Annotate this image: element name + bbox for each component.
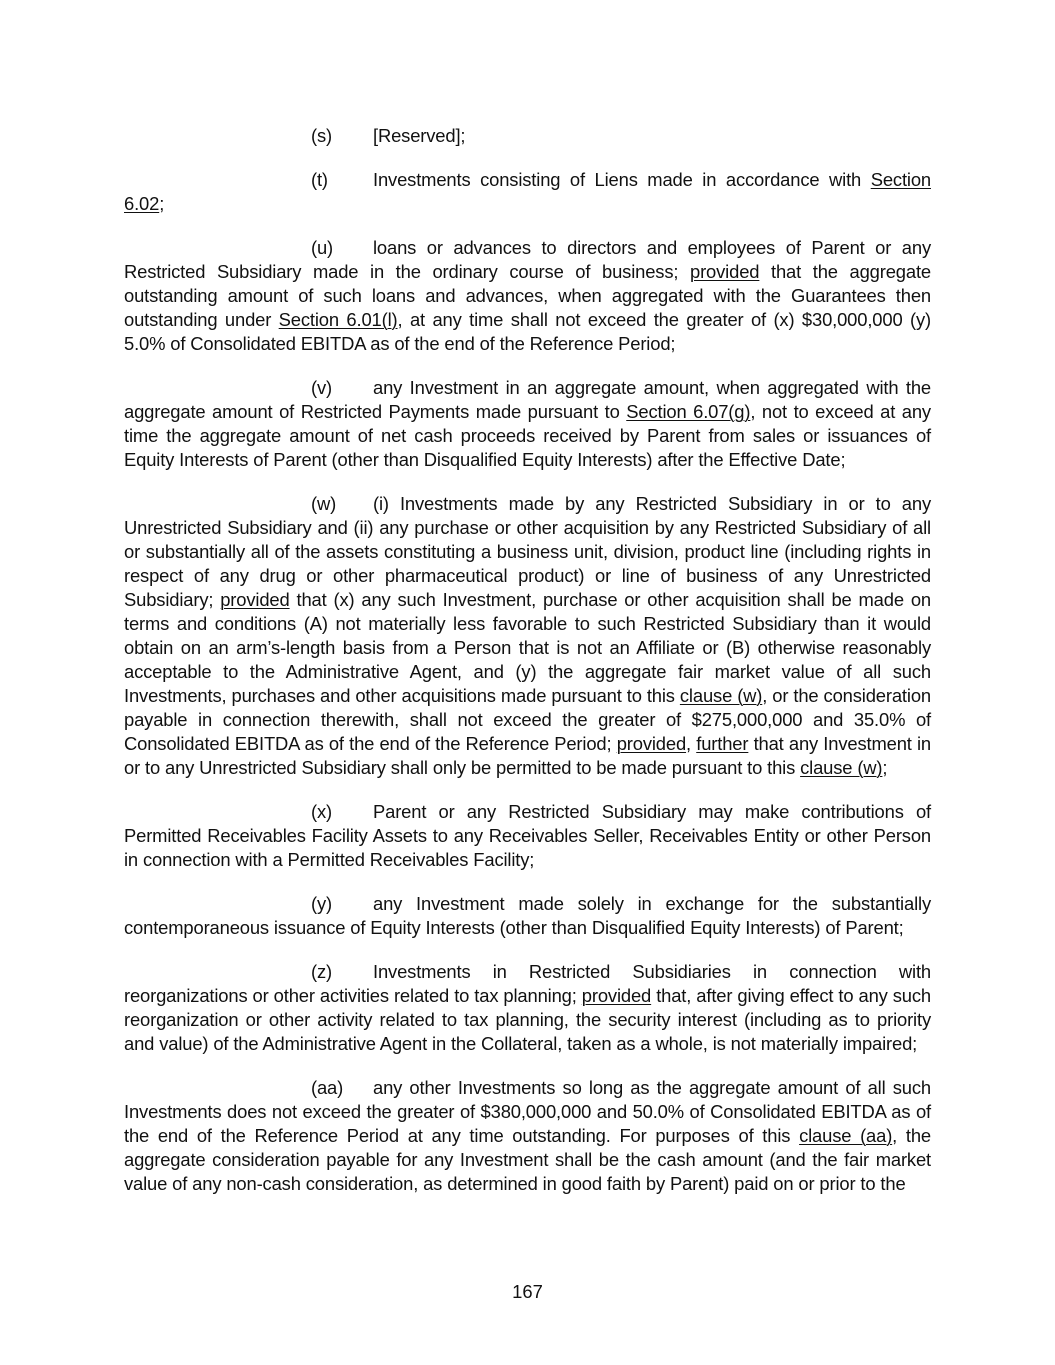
clause-text: any Investment made solely in exchange for the substantially contemporaneous issuance of Equity Interests (other than Disqualified Equity Interests) of Parent; [124, 893, 931, 938]
clause-indent [311, 492, 373, 516]
cross-reference: clause (w) [679, 685, 763, 706]
cross-reference: Section 6.02 [124, 169, 931, 214]
clause-y [124, 892, 931, 940]
document-body [124, 124, 931, 1216]
clause-z [124, 960, 931, 1056]
clause-text: , not to exceed at any time the aggregate amount of net cash proceeds received by Parent from sales or issuances of Equity Interests of Parent (other than Disqualified Equity Interests) after the Effective Date; [124, 401, 931, 470]
page-number: 167 [512, 1281, 543, 1302]
clause-text: , the aggregate consideration payable for any Investment shall be the cash amount (and the fair market value of any non-cash consideration, as determined in good faith by Parent) paid on or prior to the [124, 1125, 931, 1194]
clause-text: any Investment in an aggregate amount, when aggregated with the aggregate amount of Restricted Payments made pursuant to [124, 377, 931, 422]
clause-t [124, 168, 931, 216]
clause-text: any other Investments so long as the aggregate amount of all such Investments does not exceed the greater of $380,000,000 and 50.0% of Consolidated EBITDA as of the end of the Reference Period at any time outstanding. For purposes of this [124, 1077, 931, 1146]
clause-label: (u) [311, 237, 334, 258]
clause-text: that (x) any such Investment, purchase or other acquisition shall be made on terms and conditions (A) not materially less favorable to such Restricted Subsidiary than it would obtain on an arm’s-length basis from a Person that is not an Affiliate or (B) otherwise reasonably acceptable to the Administrative Agent, and (y) the aggregate fair market value of all such Investments, purchases and other acquisitions made pursuant to this [124, 589, 931, 706]
clause-text: loans or advances to directors and employees of Parent or any Restricted Subsidiary made in the ordinary course of business; [124, 237, 931, 282]
cross-reference: clause (aa) [799, 1125, 893, 1146]
clause-text: that, after giving effect to any such reorganization or other activity related to tax planning, the security interest (including as to priority and value) of the Administrative Agent in the Collateral, taken as a whole, is not materially impaired; [124, 985, 931, 1054]
cross-reference: clause (w) [800, 757, 883, 778]
clause-indent [311, 960, 373, 984]
clause-s [124, 124, 931, 148]
clause-label: (x) [311, 801, 332, 822]
cross-reference: provided [616, 733, 687, 754]
clause-u [124, 236, 931, 356]
clause-indent [311, 124, 373, 148]
clause-label: (aa) [311, 1077, 344, 1098]
clause-text: Investments in Restricted Subsidiaries in connection with reorganizations or other activities related to tax planning; [124, 961, 931, 1006]
clause-x [124, 800, 931, 872]
clause-text: , [686, 733, 697, 754]
clause-indent [311, 800, 373, 824]
clause-text: (i) Investments made by any Restricted Subsidiary in or to any Unrestricted Subsidiary and (ii) any purchase or other acquisition by any Restricted Subsidiary of all or substantially all of the assets constituting a business unit, division, product line (including rights in respect of any drug or other pharmaceutical product) or line of business of any Unrestricted Subsidiary; [124, 493, 931, 610]
clause-text: that the aggregate outstanding amount of such loans and advances, when aggregated with the Guarantees then outstanding under [124, 261, 931, 330]
clause-label: (w) [311, 493, 337, 514]
clause-text: , or the consideration payable in connection therewith, shall not exceed the greater of $275,000,000 and 35.0% of Consolidated EBITDA as of the end of the Reference Period; [124, 685, 931, 754]
cross-reference: provided [220, 589, 290, 610]
clause-label: (t) [311, 169, 328, 190]
clause-indent [311, 892, 373, 916]
clause-label: (v) [311, 377, 332, 398]
cross-reference: further [696, 733, 749, 754]
clause-aa [124, 1076, 931, 1196]
clause-label: (s) [311, 125, 332, 146]
clause-indent [311, 168, 373, 192]
clause-text: ; [159, 193, 165, 214]
clause-label: (y) [311, 893, 332, 914]
clause-indent [311, 1076, 373, 1100]
cross-reference: provided [581, 985, 652, 1006]
clause-text: Parent or any Restricted Subsidiary may make contributions of Permitted Receivables Facility Assets to any Receivables Seller, Receivables Entity or other Person in connection with a Permitted Receivables Facility; [124, 801, 931, 870]
cross-reference: Section 6.01(l) [278, 309, 398, 330]
clause-text: Investments consisting of Liens made in accordance with [373, 169, 871, 190]
clause-text: , at any time shall not exceed the greater of (x) $30,000,000 (y) 5.0% of Consolidated EBITDA as of the end of the Reference Period; [124, 309, 931, 354]
cross-reference: Section 6.07(g) [626, 401, 751, 422]
clause-text: ; [882, 757, 888, 778]
clause-w [124, 492, 931, 780]
clause-indent [311, 376, 373, 400]
clause-indent [311, 236, 373, 260]
clause-v [124, 376, 931, 472]
cross-reference: provided [690, 261, 760, 282]
clause-label: (z) [311, 961, 332, 982]
clause-text: [Reserved]; [373, 125, 466, 146]
clause-text: that any Investment in or to any Unrestricted Subsidiary shall only be permitted to be made pursuant to this [124, 733, 931, 778]
